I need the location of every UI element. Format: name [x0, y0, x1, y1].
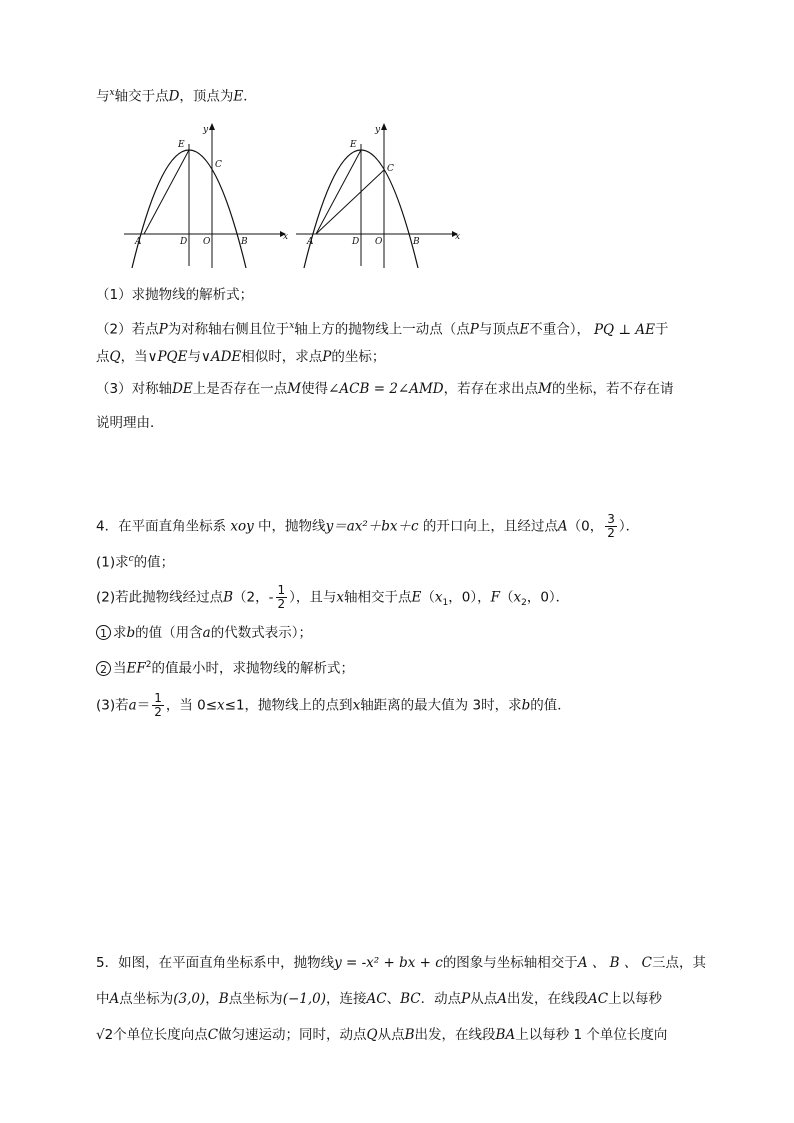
segment-AE	[144, 150, 189, 234]
p4-s2: (2)若此抛物线经过点B（2，- $\frac{1}{2}$ ），且与x轴相交于点$E(x_1$，0），$F(x_2$，0）．	[96, 583, 570, 611]
left-figure	[124, 123, 288, 268]
p5-line3: √2个单位长度向点C做匀速运动；同时，动点Q从点B出发，在线段BA上以每秒 1 个单位长度向	[96, 1027, 668, 1043]
y-axis-arrow	[209, 123, 215, 130]
fraction-3-2: $\frac{3}{2}$	[607, 512, 615, 540]
label-C: C	[215, 160, 222, 170]
segment-AE	[316, 150, 361, 234]
p4-heading: 4．在平面直角坐标系 xoy 中，抛物线y＝ax²＋bx＋c 的开口向上，且经过点A（0， $\frac{3}{2}$ ）．	[96, 512, 640, 540]
intro-text: 与	[96, 88, 110, 105]
p5-line1: 5．如图，在平面直角坐标系中，抛物线y = -x² + bx + c的图象与坐标轴相交于A 、 B 、 C三点，其	[96, 955, 706, 971]
p3-q2-line2: 点Q，当∨PQE与∨ADE相似时，求点P的坐标；	[96, 349, 386, 365]
p3-q1-text: （1）求抛物线的解析式；	[96, 287, 254, 303]
circled-one-icon: 1	[96, 625, 111, 640]
p4-c2: 2 当$EF^2$的值最小时，求抛物线的解析式；	[96, 656, 354, 678]
intro-text: ，顶点为	[179, 88, 234, 105]
label-y: y	[203, 125, 209, 135]
label-x: x	[283, 232, 289, 242]
p3-q3-line1: （3）对称轴DE上是否存在一点M使得∠ACB = 2∠AMD，若存在求出点M的坐标，若不存在请	[96, 381, 674, 397]
label-E: E	[178, 140, 185, 150]
label-y: y	[375, 125, 381, 135]
fraction-1-2: $\frac{1}{2}$	[277, 583, 286, 611]
p4-s1: (1)求$^c$的值；	[96, 554, 175, 571]
circled-two-icon: 2	[96, 661, 111, 676]
fraction-1-2: $\frac{1}{2}$	[154, 691, 162, 719]
label-D: D	[352, 237, 360, 247]
segment-AC	[316, 170, 384, 234]
label-C: C	[387, 164, 394, 174]
label-x: x	[455, 232, 461, 242]
label-A: A	[135, 237, 142, 247]
right-figure	[296, 123, 460, 268]
intro-x: x	[109, 88, 115, 98]
label-O: O	[375, 237, 383, 247]
label-D: D	[180, 237, 188, 247]
parabola-figures	[118, 118, 463, 273]
p4-c1: 1 求b的值（用含a的代数式表示）；	[96, 624, 312, 642]
intro-text: ．	[243, 88, 257, 105]
label-B: B	[241, 237, 248, 247]
intro-D: D	[168, 88, 180, 105]
label-E: E	[350, 140, 357, 150]
intro-E: E	[233, 88, 244, 105]
p3-q2-line1: （2）若点P为对称轴右侧且位于$^x$轴上方的抛物线上一动点（点P与顶点E不重合）， PQ ⊥ AE于	[96, 321, 669, 338]
label-B: B	[413, 237, 420, 247]
y-axis-arrow	[381, 123, 387, 130]
label-A: A	[307, 237, 314, 247]
intro-line	[96, 84, 257, 106]
label-O: O	[203, 237, 211, 247]
p4-s3: (3)若a＝ $\frac{1}{2}$ ，当 0≤x≤1，抛物线上的点到x轴距离的最大值为 3时，求b的值．	[96, 691, 571, 719]
p3-q1	[96, 286, 253, 304]
p3-q3-line2: 说明理由．	[96, 415, 164, 431]
p5-line2: 中A点坐标为(3,0)，B点坐标为(−1,0)，连接AC、BC．动点P从点A出发，在线段AC上以每秒	[96, 991, 663, 1007]
intro-text: 轴交于点	[114, 88, 169, 105]
